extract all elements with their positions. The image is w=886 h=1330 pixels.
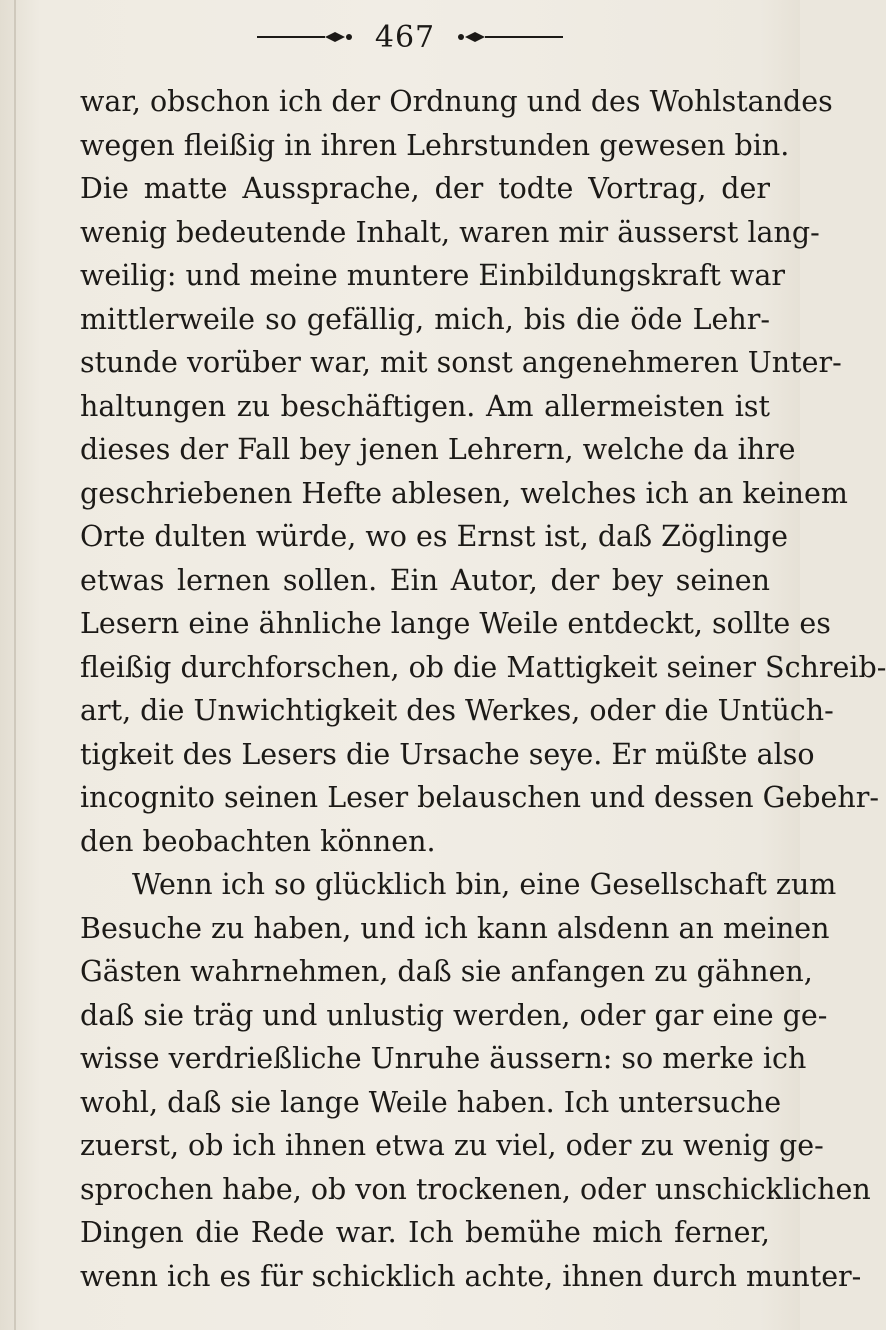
paragraph-start-line: Wenn ich so glücklich bin, eine Gesellschaft zum <box>132 868 837 901</box>
text-line: Besuche zu haben, und ich kann alsdenn an meinen <box>80 911 830 945</box>
text-line: dieses der Fall bey jenen Lehrern, welche da ihre <box>80 433 796 466</box>
text-line: Orte dulten würde, wo es Ernst ist, daß Zöglinge <box>80 520 789 553</box>
text-line: wegen fleißig in ihren Lehrstunden gewesen bin. <box>80 128 790 162</box>
text-line: zuerst, ob ich ihnen etwa zu viel, oder zu wenig ge- <box>80 1129 824 1162</box>
text-line: tigkeit des Lesers die Ursache seye. Er müßte also <box>80 737 815 771</box>
text-line: Die matte Aussprache, der todte Vortrag, der <box>80 172 770 205</box>
text-line: war, obschon ich der Ordnung und des Wohlstandes <box>80 85 833 118</box>
text-line: Gästen wahrnehmen, daß sie anfangen zu gähnen, <box>80 955 813 988</box>
page-number: 467 <box>374 20 436 55</box>
text-line: mittlerweile so gefällig, mich, bis die öde Lehr- <box>80 302 770 336</box>
right-ornament-icon <box>455 30 565 44</box>
paragraph-end-line: den beobachten können. <box>80 824 436 858</box>
text-line: wohl, daß sie lange Weile haben. Ich untersuche <box>80 1085 782 1119</box>
page-header <box>0 12 800 62</box>
text-line: sprochen habe, ob von trockenen, oder unschicklichen <box>80 1172 871 1206</box>
text-line: stunde vorüber war, mit sonst angenehmeren Unter- <box>80 346 842 379</box>
text-line: incognito seinen Leser belauschen und dessen Gebehr- <box>80 781 879 814</box>
text-line: geschriebenen Hefte ablesen, welches ich an keinem <box>80 476 848 510</box>
text-line: art, die Unwichtigkeit des Werkes, oder die Untüch- <box>80 694 834 727</box>
page-gutter <box>14 0 16 1330</box>
text-line: fleißig durchforschen, ob die Mattigkeit seiner Schreib- <box>80 650 886 684</box>
text-line: etwas lernen sollen. Ein Autor, der bey seinen <box>80 563 770 597</box>
text-line: wenig bedeutende Inhalt, waren mir äusserst lang- <box>80 215 820 249</box>
text-line: weilig: und meine muntere Einbildungskraft war <box>80 259 785 292</box>
text-line: daß sie träg und unlustig werden, oder gar eine ge- <box>80 998 828 1032</box>
text-line: Lesern eine ähnliche lange Weile entdeckt, sollte es <box>80 607 831 640</box>
text-line: Dingen die Rede war. Ich bemühe mich ferner, <box>80 1216 770 1249</box>
text-line: wisse verdrießliche Unruhe äussern: so merke ich <box>80 1042 807 1075</box>
text-line: wenn ich es für schicklich achte, ihnen durch munter- <box>80 1259 862 1293</box>
text-line: haltungen zu beschäftigen. Am allermeisten ist <box>80 389 770 423</box>
left-ornament-icon <box>255 30 355 44</box>
body-text <box>80 80 886 1298</box>
